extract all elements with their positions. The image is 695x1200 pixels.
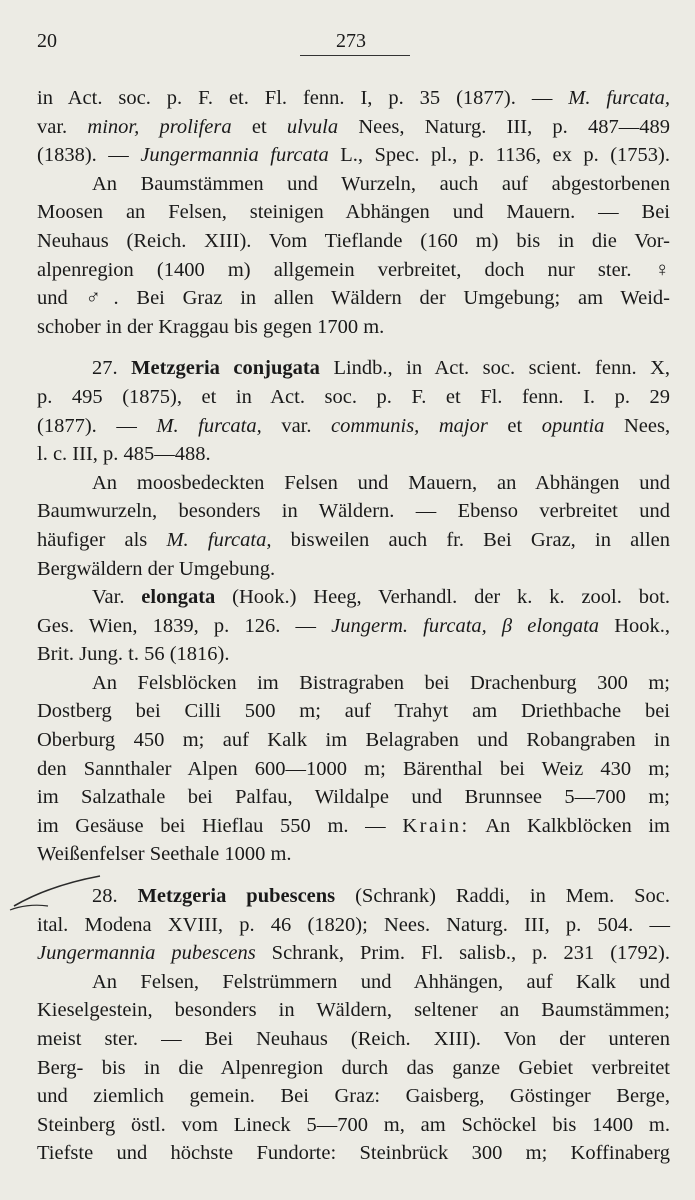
text-line: Bergwäldern der Umgebung. bbox=[37, 557, 276, 580]
text-line: An moosbedeckten Felsen und Mauern, an Abhängen und bbox=[92, 471, 670, 494]
text-line: in Act. soc. p. F. et. Fl. fenn. I, p. 35 (1877). — M. furcata, bbox=[37, 87, 671, 109]
variety-heading: Var. elongata (Hook.) Heeg, Verhandl. der k. k. zool. bot. bbox=[92, 586, 671, 609]
text-line: Ges. Wien, 1839, p. 126. — Jungerm. furcata, β elongata Hook., bbox=[37, 614, 671, 637]
paragraph-gap bbox=[37, 341, 670, 354]
text-line: An Felsblöcken im Bistragraben bei Drachenburg 300 m; bbox=[92, 671, 670, 694]
species-heading-27: 27. Metzgeria conjugata Lindb., in Act. soc. scient. fenn. X, bbox=[92, 357, 671, 380]
text-line: alpenregion (1400 m) allgemein verbreitet, doch nur ster. ♀ bbox=[37, 258, 670, 281]
text-line: An Baumstämmen und Wurzeln, auch auf abgestorbenen bbox=[92, 172, 670, 195]
paragraph-gap bbox=[37, 869, 670, 882]
header-rule bbox=[300, 55, 410, 56]
text-line: schober in der Kraggau bis gegen 1700 m. bbox=[37, 315, 385, 338]
page-number-left: 20 bbox=[37, 30, 57, 52]
text-line: Tiefste und höchste Fundorte: Steinbrück 300 m; Koffinaberg bbox=[37, 1142, 670, 1165]
text-line: Dostberg bei Cilli 500 m; auf Trahyt am Driethbache bei bbox=[37, 700, 670, 723]
text-line: Neuhaus (Reich. XIII). Vom Tieflande (160 m) bis in die Vor- bbox=[37, 229, 670, 252]
text-line: und ♂. Bei Graz in allen Wäldern der Umgebung; am Weid- bbox=[37, 287, 670, 310]
text-line: und ziemlich gemein. Bei Graz: Gaisberg, Göstinger Berge, bbox=[37, 1085, 670, 1108]
text-line: Brit. Jung. t. 56 (1816). bbox=[37, 643, 230, 666]
text-line: Steinberg östl. vom Lineck 5—700 m, am Schöckel bis 1400 m. bbox=[37, 1113, 670, 1136]
text-line: den Sannthaler Alpen 600—1000 m; Bärenthal bei Weiz 430 m; bbox=[37, 757, 670, 780]
text-line: p. 495 (1875), et in Act. soc. p. F. et Fl. fenn. I. p. 29 bbox=[37, 385, 670, 408]
text-line: im Salzathale bei Palfau, Wildalpe und Brunnsee 5—700 m; bbox=[37, 786, 670, 809]
text-line: ital. Modena XVIII, p. 46 (1820); Nees. Naturg. III, p. 504. — bbox=[37, 913, 670, 936]
text-line: Baumwurzeln, besonders in Wäldern. — Ebenso verbreitet und bbox=[37, 500, 670, 523]
text-line: meist ster. — Bei Neuhaus (Reich. XIII). Von der unteren bbox=[37, 1028, 670, 1050]
text-line: l. c. III, p. 485—488. bbox=[37, 443, 211, 466]
species-heading-28: 28. Metzgeria pubescens (Schrank) Raddi, in Mem. Soc. bbox=[92, 885, 671, 908]
text-line: Moosen an Felsen, steinigen Abhängen und Mauern. — Bei bbox=[37, 201, 670, 224]
page-body bbox=[37, 84, 670, 1168]
pencil-mark-icon bbox=[8, 870, 103, 920]
text-line: Kieselgestein, besonders in Wäldern, seltener an Baumstämmen; bbox=[37, 999, 670, 1022]
text-line: Weißenfelser Seethale 1000 m. bbox=[37, 843, 292, 866]
text-line: var. minor, prolifera et ulvula Nees, Naturg. III, p. 487—489 bbox=[37, 115, 671, 138]
text-line: (1877). — M. furcata, var. communis, major et opuntia Nees, bbox=[37, 414, 671, 437]
text-line: Berg- bis in die Alpenregion durch das ganze Gebiet verbreitet bbox=[37, 1056, 670, 1079]
text-line: Jungermannia pubescens Schrank, Prim. Fl. salisb., p. 231 (1792). bbox=[37, 942, 670, 965]
page-number-center: 273 bbox=[336, 30, 366, 52]
text-line: (1838). — Jungermannia furcata L., Spec. pl., p. 1136, ex p. (1753). bbox=[37, 144, 671, 167]
text-line: häufiger als M. furcata, bisweilen auch fr. Bei Graz, in allen bbox=[37, 528, 670, 551]
text-line: Oberburg 450 m; auf Kalk im Belagraben und Robangraben in bbox=[37, 729, 670, 752]
text-line: An Felsen, Felstrümmern und Ahhängen, auf Kalk und bbox=[92, 970, 670, 993]
text-line: im Gesäuse bei Hieflau 550 m. — Krain: An Kalkblöcken im bbox=[37, 814, 670, 837]
